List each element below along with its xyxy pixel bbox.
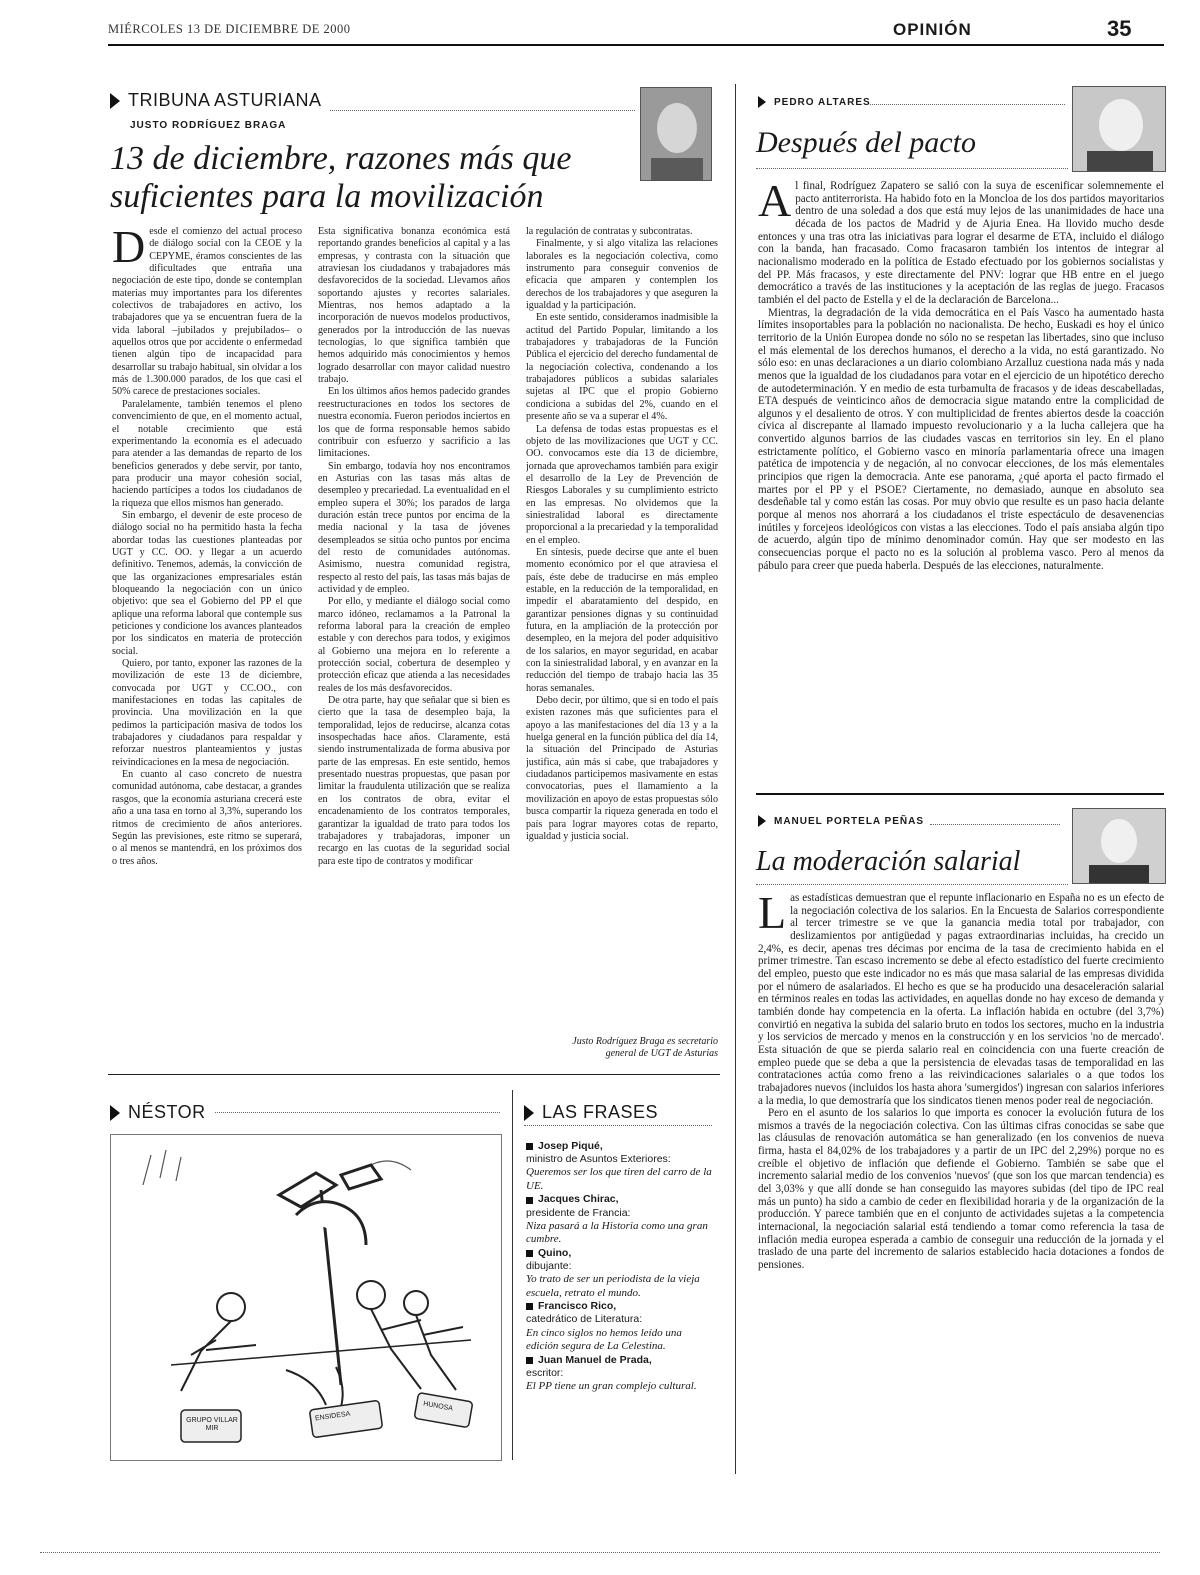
- frase-speaker-name: Josep Piqué,: [538, 1140, 603, 1152]
- tribuna-dropcap: D: [112, 226, 146, 272]
- frase-role: catedrático de Literatura:: [526, 1313, 643, 1326]
- section-name: OPINIÓN: [893, 20, 972, 39]
- frase-speaker-name: Jacques Chirac,: [538, 1193, 619, 1206]
- frases-section-label: LAS FRASES: [542, 1102, 659, 1122]
- author-photo: [1072, 808, 1166, 884]
- tribuna-paragraph: Debo decir, por último, que si en todo el país existen razones más que suficientes para el apoyo a las manifestaciones del día 13 y a la huelga general en la función pública del día 14, la situación del Principado de Asturias justifica, aún más si cabe, que trabajadores y ciudadanos participemos masivamente en estas convocatorias, pues el llamamiento a la movilización en apoyo de estas propuestas sólo busca compartir la riqueza generada en todo el país para lograr mayores cotas de reparto, igualdad y justicia social.: [526, 695, 718, 842]
- bullet-icon: [526, 1357, 533, 1364]
- tribuna-paragraph: la regulación de contratas y subcontratas.: [526, 226, 693, 237]
- page-bottom-rule: [40, 1552, 1160, 1553]
- section-marker-icon: [758, 815, 766, 827]
- tribuna-column-2: [318, 226, 510, 1064]
- moderacion-dropcap: L: [758, 892, 787, 938]
- tribuna-column-1: [112, 226, 302, 1064]
- bullet-icon: [526, 1303, 533, 1310]
- frase-speaker-name: Juan Manuel de Prada,: [538, 1353, 652, 1366]
- moderacion-byline: [758, 815, 924, 827]
- frase-quote: En cinco siglos no hemos leído una edición segura de La Celestina.: [526, 1326, 682, 1353]
- tribuna-paragraph: En síntesis, puede decirse que ante el buen momento económico por el que atraviesa el país, éste debe de traducirse en más empleo estable, en la reducción de la temporalidad, en impedir el abaratamiento del despido, en garantizar pensiones dignas y su continuidad futura, en la ampliación de la protección por desempleo, en la mejora del poder adquisitivo de los salarios, en mayor seguridad, en acabar con la siniestralidad laboral, y en avanzar en la reducción del tiempo de trabajo hacia las 35 horas semanales.: [526, 546, 718, 694]
- portrait-icon: [1073, 87, 1165, 171]
- pacto-headline-rule: [756, 168, 1068, 169]
- nestor-cartoon: [110, 1134, 502, 1461]
- bullet-icon: [526, 1250, 533, 1257]
- frase-role: dibujante:: [526, 1260, 572, 1273]
- moderacion-headline-rule: [756, 884, 1068, 885]
- tribuna-paragraph: Sin embargo, todavía hoy nos encontramos en Asturias con las tasas más altas de desempleo y precariedad. La eventualidad en el empleo supera el 30%; los parados de larga duración están trece puntos por encima de la media nacional y la tasa de jóvenes desempleados se sitúa ocho puntos por encima del resto de comunidades autónomas. Asimismo, nuestra comunidad registra, respecto al resto del país, las tasas más bajas de actividad y de empleo.: [318, 460, 510, 595]
- frases-list: [526, 1140, 716, 1394]
- author-photo: [1072, 86, 1166, 172]
- pacto-rule: [870, 104, 1065, 105]
- tribuna-paragraph: En los últimos años hemos padecido grandes reestructuraciones en todos los sectores de nuestra economía. Fueron periodos inciertos en los que de forma responsable hemos sabido contribuir con esfuerzo y sacrificio a las limitaciones.: [318, 386, 510, 460]
- tribuna-paragraph: esde el comienzo del actual proceso de diálogo social con la CEOE y la CEPYME, éramos conscientes de las dificultades que entraña una negociación de este tipo, donde se contemplan materias muy importantes para los diferentes colectivos de trabajadores en activo, los trabajadores que ya se encuentran fuera de la vida laboral –jubilados y prejubilados– o aquellos otros que por accidente o enfermedad tienen algún tipo de incapacidad para desarrollar su trabajo habitual, sin olvidar a los más de 1.300.000 parados, de los que casi el 50% carece de prestaciones sociales.: [112, 226, 302, 398]
- moderacion-paragraph: Pero en el asunto de los salarios lo que importa es conocer la evolución futura de los mismos a través de la negociación colectiva. Con las últimas cifras conocidas se sabe que las cláusulas de renovación automática se han generalizado (en los convenios de nueva firma, hasta el 84,02% de los trabajadores y a partir de un IPC del 2,29%) porque no es creíble el objetivo de inflación que defiende el Gobierno. También se sabe que el incremento salarial medio de los convenios 'nuevos' (que son los que marcan tendencia) es del 3,03% y que allí donde se han conseguido las mayores subidas (del tipo de IPC real más un punto) ha sido a cambio de ceder en flexibilidad horaria y de la organización de la producción. Y parece también que en el conjunto de actividades sujetas a la competencia internacional, la negociación salarial está tendiendo a tomar como referencia la tasa de inflación media europea esperada a cambio de conseguir una reducción de la jornada y el traslado de una parte del incremento de salarios establecido hacia dotaciones a fondos de pensiones.: [758, 1107, 1164, 1272]
- frases-rule: [524, 1125, 712, 1126]
- tribuna-bottom-rule: [108, 1074, 720, 1075]
- tribuna-paragraph: Por ello, y mediante el diálogo social como marco idóneo, reclamamos a la Patronal la reforma laboral para la creación de empleo estable y con derechos para todos, y exigimos al Gobierno una mejora en lo referente a protección social, cobertura de desempleo y protección eficaz que atienda a las necesidades reales de los más desfavorecidos.: [318, 596, 510, 694]
- frase-role: ministro de Asuntos Exteriores:: [526, 1153, 671, 1166]
- tribuna-signature: [526, 1036, 718, 1060]
- moderacion-rule: [930, 824, 1060, 825]
- pacto-headline: Después del pacto: [756, 126, 976, 159]
- portrait-icon: [1073, 809, 1165, 883]
- section-marker-icon: [758, 96, 766, 108]
- moderacion-body: [758, 892, 1164, 1477]
- tribuna-paragraph: En este sentido, consideramos inadmisible la actitud del Partido Popular, limitando a los trabajadores y trabajadoras de la Función Pública el ejercicio del derecho fundamental de la negociación colectiva, condenando a los trabajadores públicos a subidas salariales sujetas al IPC que el propio Gobierno condiciona a subidas del 2%, cuando en el presente año se va a superar el 4%.: [526, 312, 718, 423]
- tribuna-paragraph: Finalmente, y si algo vitaliza las relaciones laborales es la negociación colectiva, como instrumento para conseguir convenios de eficacia que amparen y contemplen los derechos de los trabajadores y que aseguren la igualdad y la participación.: [526, 238, 718, 312]
- frase-speaker: [526, 1140, 716, 1153]
- frase-role: presidente de Francia:: [526, 1206, 631, 1219]
- tribuna-paragraph: Sin embargo, el devenir de este proceso de diálogo social no ha permitido hasta la fecha abordar todas las cuestiones planteadas por UGT y CC. OO. y llegar a un acuerdo definitivo. Tenemos, además, la convicción de que las organizaciones empresariales están bloqueando la negociación con un único objetivo: que sea el Gobierno del PP el que aplique una reforma laboral que contemple sus peticiones y condicione los avances planteados por los sindicatos en materia de protección social.: [112, 509, 302, 657]
- moderacion-headline: La moderación salarial: [756, 846, 1021, 877]
- nestor-section-label: NÉSTOR: [128, 1102, 206, 1122]
- column-divider: [735, 84, 736, 1474]
- frases-section-title: [524, 1102, 658, 1123]
- pacto-dropcap: A: [758, 180, 792, 226]
- bullet-icon: [526, 1197, 533, 1204]
- frase-speaker: [526, 1354, 716, 1367]
- tribuna-paragraph: Quiero, por tanto, exponer las razones de la movilización de este 13 de diciembre, convocada por UGT y CC.OO., con manifestaciones en todas las capitales de provincia. Una movilización en la que pedimos la participación masiva de todos los trabajadores y ciudadanos para respaldar y reforzar nuestros planteamientos y justas reivindicaciones en la mesa de negociación.: [112, 658, 302, 768]
- list-item: [526, 1354, 716, 1394]
- moderacion-paragraph: as estadísticas demuestran que el repunte inflacionario en España no es un efecto de la negociación colectiva de los salarios. En la Encuesta de Salarios correspondiente al tercer trimestre se ve que la ganancia media total por trabajador, con deslizamientos por antigüedad y pagas extraordinarias incluidas, ha crecido un 2,4%, es decir, apenas tres décimas por encima de la tasa de crecimiento habida en el primer trimestre. Tan escaso incremento se debe al efecto estadístico del fuerte crecimiento del empleo, puesto que este indicador no es más que masa salarial de las empresas dividida por el número de asalariados. El hecho es que se ha producido una desaceleración salarial en términos reales en todas las actividades, en aquellas donde no hay exceso de demanda y también donde hay competencia en la oferta. La inflación habida en octubre (del 3,7%) convirtió en negativa la subida del salario bruto en todos los sectores, mucho en la industria y los servicios de mercado y menos en la construcción y en los servicios 'no de mercado'. Esta situación de que se pierda salario real en coincidencia con una fuerte creación de empleo puede que se deba a que la persistencia de elevadas tasas de temporalidad en las contrataciones actúa como freno a las reivindicaciones salariales o a que todos los trabajadores nuevos (incluidos los hasta ahora 'sumergidos') ingresan con salarios inferiores a la media, lo que demostraría que los sindicatos tienen menos poder real de negociación.: [758, 892, 1164, 1107]
- tribuna-section-title: [110, 90, 322, 111]
- list-item: [526, 1140, 716, 1193]
- pacto-body: [758, 180, 1164, 765]
- frase-quote: Niza pasará a la Historia como una gran cumbre.: [526, 1219, 708, 1246]
- cartoon-illustration-icon: [111, 1135, 501, 1460]
- pacto-author: PEDRO ALTARES: [774, 96, 871, 108]
- frase-role: escritor:: [526, 1366, 564, 1379]
- page-date: MIÉRCOLES 13 DE DICIEMBRE DE 2000: [108, 22, 351, 36]
- frase-quote: El PP tiene un gran complejo cultural.: [526, 1380, 697, 1393]
- tribuna-paragraph: En cuanto al caso concreto de nuestra comunidad autónoma, cabe destacar, a grandes rasgos, que la economía asturiana crecerá este año a una tasa en torno al 3,3%, superando los ritmos de crecimiento de años anteriores. Según las previsiones, este ritmo se superará, o al menos se mantendrá, en los próximos dos o tres años.: [112, 769, 302, 867]
- tribuna-author: JUSTO RODRÍGUEZ BRAGA: [130, 120, 287, 131]
- nestor-rule: [215, 1112, 500, 1113]
- frase-quote: Yo trato de ser un periodista de la vieja escuela, retrato el mundo.: [526, 1273, 700, 1299]
- cartoon-label: GRUPO VILLAR MIR: [186, 1417, 238, 1432]
- frase-speaker-name: Francisco Rico,: [538, 1300, 617, 1313]
- tribuna-rule: [330, 110, 635, 111]
- list-item: [526, 1247, 716, 1300]
- tribuna-paragraph: La defensa de todas estas propuestas es el objeto de las movilizaciones que UGT y CC. OO. convocamos este día 13 de diciembre, jornada que aprovechamos también para exigir el desarrollo de la Ley de Prevención de Riesgos Laborales y su cumplimiento estricto en las empresas. No olvidemos que la siniestralidad laboral es directamente proporcional a la precariedad y la temporalidad en el empleo.: [526, 423, 718, 546]
- list-item: [526, 1300, 716, 1353]
- pacto-bottom-rule: [756, 793, 1164, 795]
- pacto-paragraph: l final, Rodríguez Zapatero se salió con la suya de escenificar solemnemente el pacto antiterrorista. Ha habido foto en la Moncloa de los dos partidos mayoritarios dentro de una soledad a dos que está muy lejos de las unanimidades de hace una década de los pactos de Madrid y de Ajuria Enea. Ha llovido mucho desde entonces y una tras otra las iniciativas para lograr el desarme de ETA, incluido el diálogo con la banda, han fracasado. Como fracasaron también los intentos de integrar al nacionalismo moderado en la política de Estado efectuado por los gobiernos socialistas y del PP. Más fracasos, y este directamente del PNV: lograr que HB entre en el juego democrático a través de las instituciones y la aceptación de las reglas de juego. Fracasos también el del pacto de Estella y el de la declaración de Barcelona...: [758, 180, 1164, 306]
- signature-line: general de UGT de Asturias: [605, 1048, 718, 1059]
- section-marker-icon: [524, 1105, 534, 1121]
- tribuna-byline: [130, 120, 286, 131]
- column-divider: [512, 1090, 513, 1460]
- page-number: 35: [1107, 16, 1132, 41]
- cartoon-label: ENSIDESA: [314, 1410, 351, 1423]
- tribuna-paragraph: Esta significativa bonanza económica está reportando grandes beneficios al capital y a las empresas, y contrasta con la situación que atraviesan los ciudadanos y trabajadores más desfavorecidos de la sociedad. Llevamos años soportando ajustes y recortes salariales. Mientras, nos hemos adaptado a la incorporación de nuevos modelos productivos, generados por la introducción de las nuevas tecnologías, lo que significa también que hemos adquirido más conocimientos y hemos logrado desarrollar con mayor calidad nuestro trabajo.: [318, 226, 510, 386]
- pacto-paragraph: Mientras, la degradación de la vida democrática en el País Vasco ha aumentado hasta límites insoportables para la población no nacionalista. De hecho, Euskadi es hoy el único territorio de la Unión Europea donde no sólo no se respetan las libertades, sino que incluso el más elemental de los derechos humanos, el derecho a la vida, no está garantizado. No sólo eso: en unas declaraciones a un diario colombiano Arzalluz cuestiona nada más y nada menos que la igualdad de los ciudadanos para votar en el ejercicio de un hipotético derecho de autodeterminación. Y en medio de esta turbamulta de fracasos y de ideas descabelladas, ETA después de veinticinco años de democracia sigue matando entre la complicidad de algunos y el desaliento de otros. Y con multiplicidad de frentes abiertos desde la coacción cívica al discrepante al llamado impuesto revolucionario y a la lucha callejera que ha convertido algunos barrios de las ciudades vascas en territorios sin ley. En el plano estrictamente político, el Gobierno vasco en minoría parlamentaria ofrece una imagen patética de impotencia y de negación, al no convocar elecciones, de los más elementales principios que rigen la democracia. Ante ese panorama, ¿qué aporta el pacto firmado el martes por el PP y el PSOE? Ciertamente, no demasiado, aunque en absoluto sea desdeñable tal y como están las cosas. Por muy obvio que resulte es un paso hacia delante porque al menos nos ahorrará a los ciudadanos el triste espectáculo de desavenencias inútiles y forcejeos ideológicos con vistas a las elecciones. Todo el país ansiaba algún tipo de acuerdo, algún tipo de mínimo denominador común. Hay que ser modesto en las consecuencias porque el pacto no es la solución al problema vasco. Pero al menos da pábulo para creer que pueda haberla. Después de las elecciones, naturalmente.: [758, 306, 1164, 572]
- header-rule: [108, 44, 1164, 46]
- bullet-icon: [526, 1143, 533, 1150]
- portrait-icon: [641, 88, 711, 180]
- tribuna-column-3: [526, 226, 718, 1034]
- section-marker-icon: [110, 93, 120, 109]
- frase-speaker: [526, 1247, 716, 1260]
- frase-quote: Queremos ser los que tiren del carro de la UE.: [526, 1166, 712, 1192]
- tribuna-headline: 13 de diciembre, razones más que suficientes para la movilización: [110, 140, 572, 216]
- moderacion-author: MANUEL PORTELA PEÑAS: [774, 815, 925, 827]
- tribuna-section-label: TRIBUNA ASTURIANA: [128, 90, 322, 110]
- frase-speaker: [526, 1193, 716, 1206]
- tribuna-paragraph: De otra parte, hay que señalar que si bien es cierto que la tasa de desempleo baja, la temporalidad, lejos de reducirse, alcanza cotas insospechadas hace años. Claramente, está siendo instrumentalizada de forma abusiva por parte de las empresas. En este sentido, hemos presentado nuestras propuestas, que pasan por limitar la fraudulenta utilización que se realiza en los contratos de obra, evitar el encadenamiento de los contratos temporales, garantizar la igualdad de trato para todos los trabajadores y trabajadoras, imponer un recargo en las cuotas de la seguridad social para este tipo de contratos y modificar: [318, 695, 510, 867]
- author-photo: [640, 87, 712, 181]
- tribuna-paragraph: Paralelamente, también tenemos el pleno convencimiento de que, en el momento actual, el notable crecimiento que está experimentando la economía es el adecuado para atender a las demandas de reparto de los beneficios generados y debe servir, por tanto, para producir una mayor cohesión social, haciendo partícipes a todos los ciudadanos de la riqueza que ellos mismos han generado.: [112, 398, 302, 509]
- list-item: [526, 1193, 716, 1246]
- pacto-byline: [758, 96, 871, 108]
- signature-line: Justo Rodríguez Braga es secretario: [572, 1036, 718, 1047]
- frase-speaker-name: Quino,: [538, 1246, 572, 1259]
- section-marker-icon: [110, 1105, 120, 1121]
- cartoon-label: HUNOSA: [422, 1400, 454, 1413]
- nestor-section-title: [110, 1102, 206, 1123]
- frase-speaker: [526, 1300, 716, 1313]
